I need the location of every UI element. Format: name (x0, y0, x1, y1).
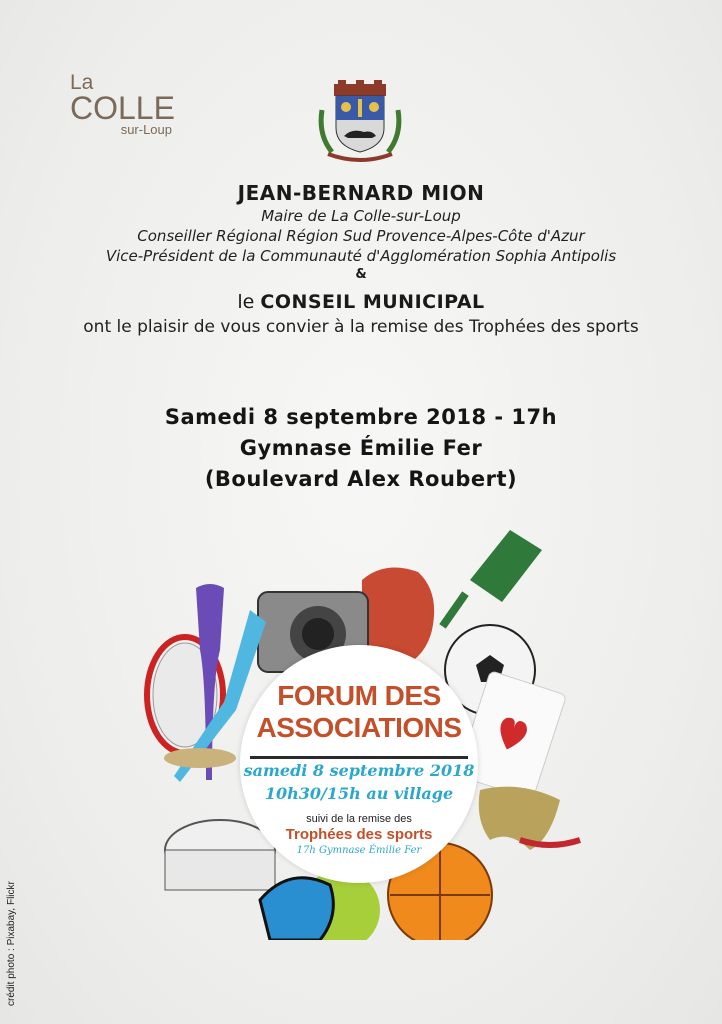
council-line (0, 288, 722, 316)
event-details (0, 402, 722, 495)
event-place: Gymnase Émilie Fer (239, 436, 483, 460)
ampersand: & (355, 267, 367, 282)
badge-divider (250, 756, 468, 759)
mask-icon (479, 787, 560, 850)
council-name: CONSEIL MUNICIPAL (260, 291, 485, 313)
header-block (0, 180, 722, 338)
bottle-neck-icon (439, 591, 468, 628)
forum-followed-by: suivi de la remise des (306, 813, 412, 825)
logo-line-colle: COLLE (70, 90, 175, 126)
forum-title-line2: ASSOCIATIONS (256, 712, 462, 743)
forum-badge (240, 645, 478, 883)
ribbon-icon (520, 840, 580, 845)
event-date: Samedi 8 septembre 2018 - 17h (164, 405, 558, 429)
invitation-text: ont le plaisir de vous convier à la remise des Trophées des sports (83, 317, 639, 337)
logo-line-sur-loup: sur-Loup (120, 122, 172, 137)
forum-title-line1: FORUM DES (277, 680, 441, 711)
photo-credit: crédit photo : Pixabay, Flickr (6, 881, 17, 1006)
coat-of-arms-icon (312, 80, 408, 166)
forum-date: samedi 8 septembre 2018 (243, 761, 475, 780)
mayor-name: JEAN-BERNARD MION (237, 181, 485, 205)
mayor-title-1: Maire de La Colle-sur-Loup (261, 207, 461, 225)
mayor-title-3: Vice-Président de la Communauté d'Agglomération Sophia Antipolis (105, 247, 617, 265)
event-address: (Boulevard Alex Roubert) (204, 467, 518, 491)
mayor-title-2: Conseiller Régional Région Sud Provence-Alpes-Côte d'Azur (137, 227, 585, 245)
town-logo (70, 72, 180, 137)
forum-trophies: Trophées des sports (285, 826, 433, 843)
forum-trophies-detail: 17h Gymnase Émilie Fer (296, 845, 422, 856)
logo-line-la: La (70, 71, 94, 94)
bottle-icon (470, 530, 542, 602)
forum-time: 10h30/15h au village (264, 784, 454, 803)
council-prefix: le (237, 291, 255, 313)
cymbal-icon (164, 748, 236, 768)
